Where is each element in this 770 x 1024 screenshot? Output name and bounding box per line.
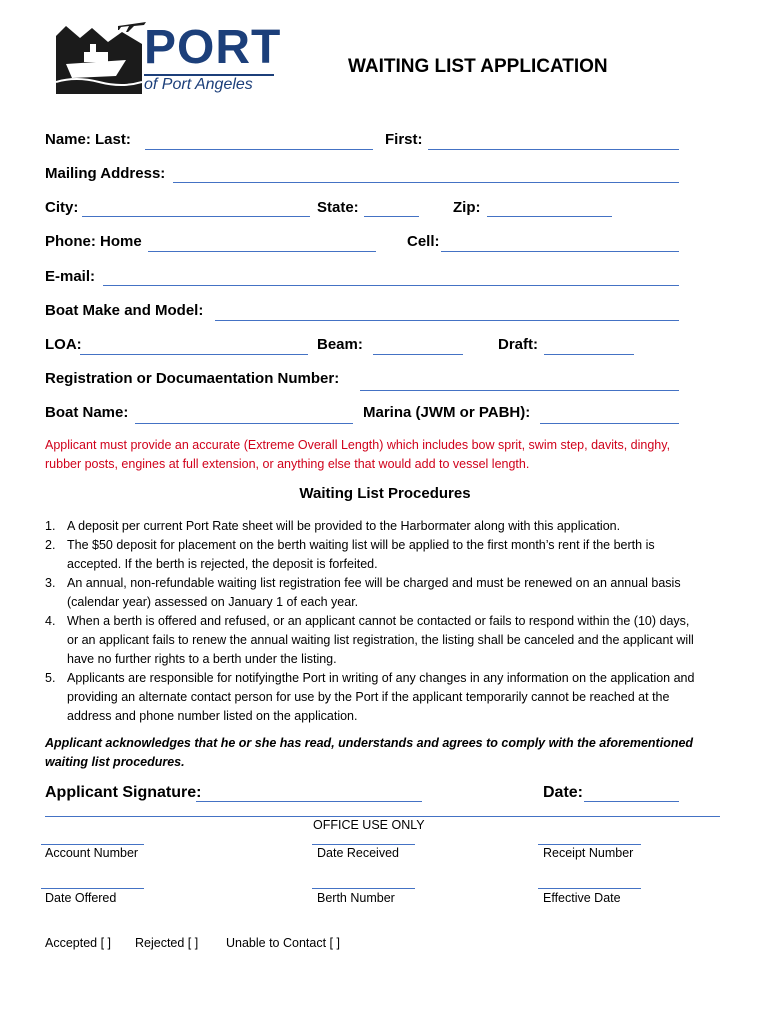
draft-field[interactable] <box>544 335 634 355</box>
zip-field[interactable] <box>487 197 612 217</box>
city-label: City: <box>45 199 79 216</box>
cell-field[interactable] <box>441 232 679 252</box>
cell-label: Cell: <box>407 233 440 250</box>
berth-number-line[interactable] <box>312 888 415 889</box>
loa-field[interactable] <box>80 335 308 355</box>
last-name-label: Name: Last: <box>45 131 131 148</box>
email-label: E-mail: <box>45 268 96 285</box>
effective-date-line[interactable] <box>538 888 641 889</box>
boat-name-field[interactable] <box>135 404 353 424</box>
list-text: A deposit per current Port Rate sheet will be provided to the Harbormater along with this application. <box>67 519 621 533</box>
marina-label: Marina (JWM or PABH): <box>363 404 531 421</box>
acknowledgement-text: Applicant acknowledges that he or she has read, understands and agrees to comply with the aforementioned waiting list procedures. <box>45 736 694 769</box>
state-field[interactable] <box>364 197 419 217</box>
unable-to-contact-checkbox[interactable]: Unable to Contact [ ] <box>226 936 340 950</box>
ship-emblem-icon <box>56 24 142 94</box>
boat-make-field[interactable] <box>215 301 679 321</box>
marina-field[interactable] <box>540 404 679 424</box>
city-field[interactable] <box>82 197 310 217</box>
signature-field[interactable] <box>196 782 422 802</box>
home-phone-label: Phone: Home <box>45 233 142 250</box>
date-offered-line[interactable] <box>41 888 144 889</box>
list-item <box>45 669 695 726</box>
date-offered-label: Date Offered <box>45 891 117 905</box>
procedures-list <box>45 517 695 726</box>
list-number: 4. <box>45 614 56 628</box>
list-number: 5. <box>45 671 56 685</box>
berth-number-label: Berth Number <box>317 891 395 905</box>
zip-label: Zip: <box>453 199 481 216</box>
list-number: 3. <box>45 576 56 590</box>
list-item <box>45 536 695 574</box>
list-text: The $50 deposit for placement on the berth waiting list will be applied to the first month’s rent if the berth is accepted. If the berth is rejected, the deposit is forfeited. <box>67 538 655 571</box>
list-text: Applicants are responsible for notifyingthe Port in writing of any changes in any information on the application and providing an alternate contact person for use by the Port if the applicant temporarily cannot be reached at the address and phone number listed on the application. <box>67 671 695 723</box>
signature-date-field[interactable] <box>584 782 679 802</box>
port-logo <box>56 18 281 98</box>
account-number-line[interactable] <box>41 844 144 845</box>
list-text: An annual, non-refundable waiting list registration fee will be charged and must be renewed on an annual basis (calendar year) assessed on January 1 of each year. <box>67 576 681 609</box>
loa-label: LOA: <box>45 336 82 353</box>
draft-label: Draft: <box>498 336 538 353</box>
beam-field[interactable] <box>373 335 463 355</box>
signature-date-label: Date: <box>543 784 584 801</box>
rejected-checkbox[interactable]: Rejected [ ] <box>135 936 199 950</box>
email-field[interactable] <box>103 266 679 286</box>
logo-subtitle: of Port Angeles <box>144 76 253 93</box>
page-title: WAITING LIST APPLICATION <box>348 56 608 77</box>
receipt-number-line[interactable] <box>538 844 641 845</box>
length-warning: Applicant must provide an accurate (Extreme Overall Length) which includes bow sprit, swim step, davits, dinghy, rubber posts, engines at full extension, or anything else that would add to vessel length. <box>45 438 671 471</box>
list-number: 1. <box>45 519 56 533</box>
list-text: When a berth is offered and refused, or an applicant cannot be contacted or fails to respond within the (10) days, or an applicant fails to renew the annual waiting list registration, the listing shall be canceled and the applicant will have no further rights to a berth under the listing. <box>67 614 694 666</box>
date-received-line[interactable] <box>312 844 415 845</box>
state-label: State: <box>317 199 359 216</box>
registration-label: Registration or Documaentation Number: <box>45 370 340 387</box>
list-item <box>45 517 695 536</box>
registration-field[interactable] <box>360 371 679 391</box>
office-use-header: OFFICE USE ONLY <box>313 818 425 832</box>
last-name-field[interactable] <box>145 130 373 150</box>
boat-name-label: Boat Name: <box>45 404 129 421</box>
accepted-checkbox[interactable]: Accepted [ ] <box>45 936 112 950</box>
beam-label: Beam: <box>317 336 363 353</box>
receipt-number-label: Receipt Number <box>543 846 634 860</box>
signature-label: Applicant Signature: <box>45 784 202 801</box>
list-number: 2. <box>45 538 56 552</box>
mailing-address-label: Mailing Address: <box>45 165 166 182</box>
boat-make-label: Boat Make and Model: <box>45 302 204 319</box>
home-phone-field[interactable] <box>148 232 376 252</box>
effective-date-label: Effective Date <box>543 891 621 905</box>
airplane-icon <box>118 18 146 32</box>
mailing-address-field[interactable] <box>173 163 679 183</box>
procedures-title: Waiting List Procedures <box>299 485 471 502</box>
list-item <box>45 574 695 612</box>
account-number-label: Account Number <box>45 846 139 860</box>
list-item <box>45 612 695 669</box>
office-divider <box>45 816 720 817</box>
first-name-field[interactable] <box>428 130 679 150</box>
first-name-label: First: <box>385 131 423 148</box>
date-received-label: Date Received <box>317 846 399 860</box>
logo-word: PORT <box>144 21 282 74</box>
